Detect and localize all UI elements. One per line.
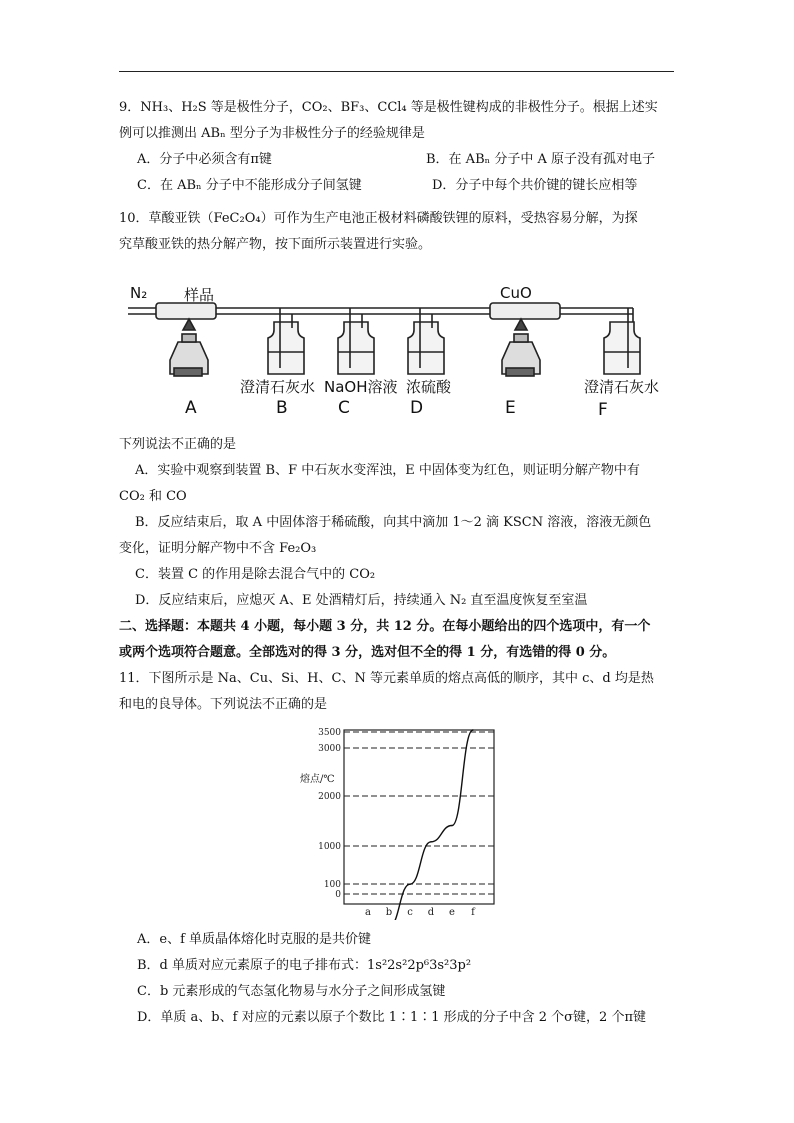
q10-option-a-line1: A．实验中观察到装置 B、F 中石灰水变浑浊，E 中固体变为红色，则证明分解产物中有: [135, 463, 640, 478]
section2-heading-line2: 或两个选项符合题意。全部选对的得 3 分，选对但不全的得 1 分，有选错的得 0 分。: [119, 645, 616, 660]
bottle-b-label: 澄清石灰水: [240, 378, 316, 396]
sample-label: 样品: [184, 286, 215, 304]
y-axis-label: 熔点/℃: [300, 774, 335, 785]
apparatus-diagram: [128, 282, 668, 422]
letter-d: D: [410, 398, 424, 418]
q10-question-stem: 下列说法不正确的是: [119, 437, 237, 452]
q11-option-d: D．单质 a、b、f 对应的元素以原子个数比 1∶1∶1 形成的分子中含 2 个σ键，2 个π键: [137, 1010, 647, 1025]
x-tick-label-c: c: [407, 907, 413, 918]
letter-a: A: [185, 398, 197, 418]
n2-label: N₂: [130, 284, 148, 302]
q10-option-b-line1: B．反应结束后，取 A 中固体溶于稀硫酸，向其中滴加 1～2 滴 KSCN 溶液，溶液无颜色: [135, 515, 652, 530]
chart-frame: [344, 730, 494, 904]
x-tick-label-f: f: [471, 907, 475, 918]
q9-option-b: B．在 ABₙ 分子中 A 原子没有孤对电子: [426, 152, 656, 167]
q11-stem-line2: 和电的良导体。下列说法不正确的是: [119, 697, 328, 712]
data-point-c: [409, 883, 411, 885]
letter-b: B: [276, 398, 288, 418]
melting-point-svg: [298, 724, 498, 920]
letter-c: C: [338, 398, 350, 418]
x-tick-label-a: a: [365, 907, 371, 918]
q10-option-c: C．装置 C 的作用是除去混合气中的 CO₂: [135, 567, 376, 582]
q10-option-d: D．反应结束后，应熄灭 A、E 处酒精灯后，持续通入 N₂ 直至温度恢复至室温: [135, 593, 588, 608]
x-tick-label-d: d: [427, 907, 435, 918]
q9-option-d: D．分子中每个共价键的键长应相等: [432, 178, 638, 193]
y-tick-label: 0: [335, 890, 341, 900]
header-rule: [119, 71, 674, 72]
cuo-label: CuO: [500, 284, 532, 302]
q11-stem-line1: 11．下图所示是 Na、Cu、Si、H、C、N 等元素单质的熔点高低的顺序，其中 c、d 均是热: [119, 671, 654, 686]
letter-e: E: [505, 398, 516, 418]
q9-option-a: A．分子中必须含有π键: [137, 152, 272, 167]
melting-point-chart: [298, 724, 498, 920]
q9-option-c: C．在 ABₙ 分子中不能形成分子间氢键: [137, 178, 362, 193]
q10-stem-line2: 究草酸亚铁的热分解产物，按下面所示装置进行实验。: [119, 237, 432, 252]
y-tick-label: 100: [323, 880, 341, 890]
q11-option-b: B．d 单质对应元素原子的电子排布式：1s²2s²2p⁶3s²3p²: [137, 958, 472, 973]
x-tick-label-e: e: [449, 907, 455, 918]
bottle-c-label: NaOH溶液: [324, 378, 398, 396]
q9-stem-line2: 例可以推测出 ABₙ 型分子为非极性分子的经验规律是: [119, 126, 425, 141]
y-tick-label: 3500: [318, 728, 341, 738]
q10-stem-line1: 10．草酸亚铁（FeC₂O₄）可作为生产电池正极材料磷酸铁锂的原料，受热容易分解，为探: [119, 211, 638, 226]
letter-f: F: [598, 400, 608, 420]
bottle-f-label: 澄清石灰水: [584, 378, 660, 396]
melting-point-curve: [368, 730, 473, 920]
q9-stem-line1: 9．NH₃、H₂S 等是极性分子，CO₂、BF₃、CCl₄ 等是极性键构成的非极性分子。根据上述实: [119, 100, 658, 115]
data-point-e: [451, 825, 453, 827]
q10-option-b-line2: 变化，证明分解产物中不含 Fe₂O₃: [119, 541, 317, 556]
y-tick-label: 1000: [318, 842, 341, 852]
q11-option-a: A．e、f 单质晶体熔化时克服的是共价键: [137, 932, 372, 947]
y-tick-label: 2000: [318, 792, 341, 802]
bottle-d-label: 浓硫酸: [406, 378, 452, 396]
y-tick-label: 3000: [318, 744, 341, 754]
q11-option-c: C．b 元素形成的气态氢化物易与水分子之间形成氢键: [137, 984, 446, 999]
data-point-d: [430, 841, 432, 843]
q10-option-a-line2: CO₂ 和 CO: [119, 489, 187, 504]
section2-heading-line1: 二、选择题：本题共 4 小题，每小题 3 分，共 12 分。在每小题给出的四个选项中，有一个: [119, 619, 651, 634]
data-point-f: [472, 729, 474, 731]
x-tick-label-b: b: [385, 907, 393, 918]
